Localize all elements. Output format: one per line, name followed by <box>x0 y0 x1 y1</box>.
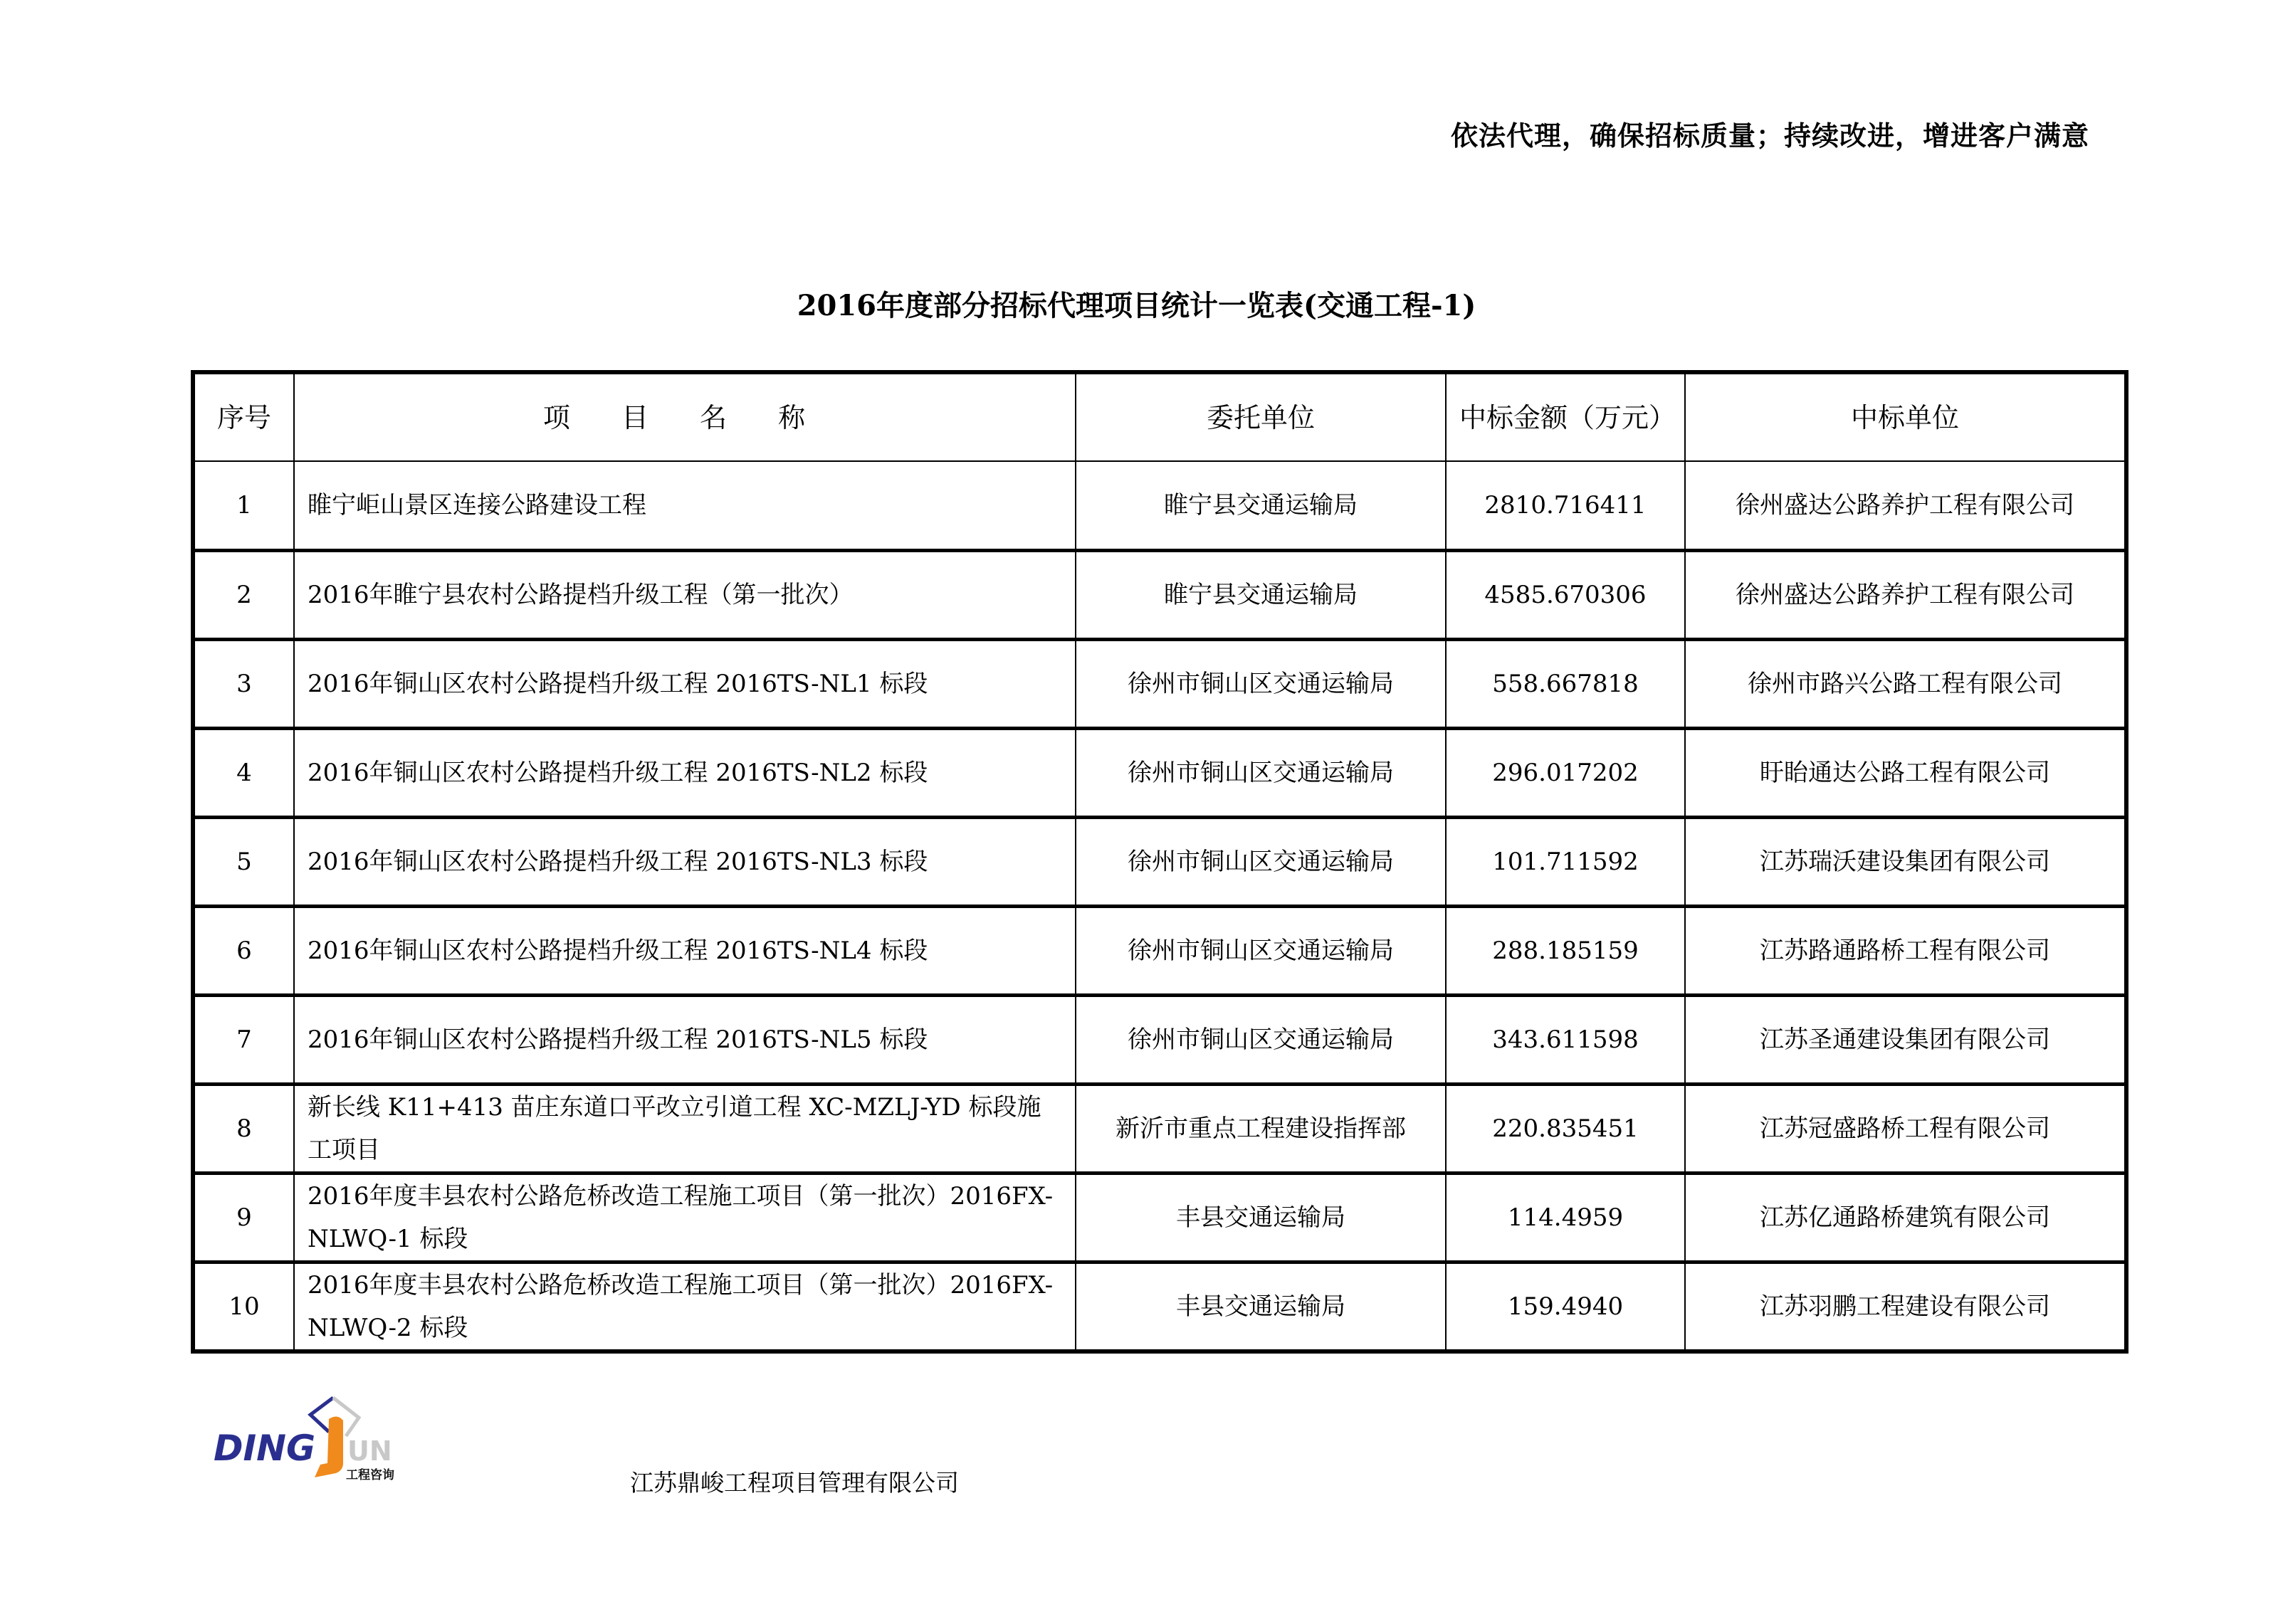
cell-winner: 徐州盛达公路养护工程有限公司 <box>1685 550 2126 639</box>
cell-amount: 343.611598 <box>1446 995 1685 1084</box>
table-row <box>193 461 2126 550</box>
cell-project-name: 2016年铜山区农村公路提档升级工程 2016TS-NL4 标段 <box>294 906 1076 995</box>
table-row <box>193 1084 2126 1173</box>
cell-winner: 江苏瑞沃建设集团有限公司 <box>1685 817 2126 906</box>
cell-client: 徐州市铜山区交通运输局 <box>1076 906 1446 995</box>
table-row <box>193 1262 2126 1351</box>
cell-project-name: 2016年铜山区农村公路提档升级工程 2016TS-NL1 标段 <box>294 639 1076 728</box>
cell-winner: 江苏圣通建设集团有限公司 <box>1685 995 2126 1084</box>
cell-winner: 盱眙通达公路工程有限公司 <box>1685 728 2126 817</box>
cell-client: 新沂市重点工程建设指挥部 <box>1076 1084 1446 1173</box>
table-row <box>193 906 2126 995</box>
table-row <box>193 995 2126 1084</box>
cell-winner: 江苏亿通路桥建筑有限公司 <box>1685 1173 2126 1262</box>
cell-winner: 江苏羽鹏工程建设有限公司 <box>1685 1262 2126 1351</box>
column-header-client: 委托单位 <box>1076 372 1446 461</box>
cell-no: 7 <box>193 995 294 1084</box>
cell-amount: 101.711592 <box>1446 817 1685 906</box>
table-row <box>193 728 2126 817</box>
cell-project-name: 2016年度丰县农村公路危桥改造工程施工项目（第一批次）2016FX-NLWQ-1 标段 <box>294 1173 1076 1262</box>
cell-amount: 220.835451 <box>1446 1084 1685 1173</box>
cell-amount: 558.667818 <box>1446 639 1685 728</box>
cell-winner: 江苏冠盛路桥工程有限公司 <box>1685 1084 2126 1173</box>
dingjun-logo-icon <box>206 1395 406 1502</box>
cell-client: 徐州市铜山区交通运输局 <box>1076 995 1446 1084</box>
footer-company-name: 江苏鼎峻工程项目管理有限公司 <box>630 1469 959 1497</box>
column-header-winner: 中标单位 <box>1685 372 2126 461</box>
cell-amount: 296.017202 <box>1446 728 1685 817</box>
column-header-project-name: 项 目 名 称 <box>294 372 1076 461</box>
cell-client: 睢宁县交通运输局 <box>1076 461 1446 550</box>
cell-client: 丰县交通运输局 <box>1076 1173 1446 1262</box>
cell-client: 徐州市铜山区交通运输局 <box>1076 639 1446 728</box>
cell-no: 3 <box>193 639 294 728</box>
logo-text-un: UN <box>347 1435 392 1467</box>
document-title: 2016年度部分招标代理项目统计一览表(交通工程-1) <box>797 289 1476 322</box>
cell-project-name: 2016年睢宁县农村公路提档升级工程（第一批次） <box>294 550 1076 639</box>
projects-table <box>191 370 2128 1354</box>
column-header-amount: 中标金额（万元） <box>1446 372 1685 461</box>
cell-no: 1 <box>193 461 294 550</box>
cell-no: 6 <box>193 906 294 995</box>
cell-no: 9 <box>193 1173 294 1262</box>
cell-client: 睢宁县交通运输局 <box>1076 550 1446 639</box>
table-row <box>193 639 2126 728</box>
cell-amount: 288.185159 <box>1446 906 1685 995</box>
cell-project-name: 2016年铜山区农村公路提档升级工程 2016TS-NL2 标段 <box>294 728 1076 817</box>
cell-no: 10 <box>193 1262 294 1351</box>
cell-amount: 2810.716411 <box>1446 461 1685 550</box>
header-slogan: 依法代理，确保招标质量；持续改进，增进客户满意 <box>1450 120 2089 152</box>
cell-no: 2 <box>193 550 294 639</box>
cell-client: 徐州市铜山区交通运输局 <box>1076 817 1446 906</box>
table-row <box>193 550 2126 639</box>
cell-amount: 159.4940 <box>1446 1262 1685 1351</box>
table-header-row <box>193 372 2126 461</box>
cell-project-name: 2016年铜山区农村公路提档升级工程 2016TS-NL5 标段 <box>294 995 1076 1084</box>
cell-project-name: 新长线 K11+413 苗庄东道口平改立引道工程 XC-MZLJ-YD 标段施工项目 <box>294 1084 1076 1173</box>
cell-winner: 江苏路通路桥工程有限公司 <box>1685 906 2126 995</box>
cell-winner: 徐州盛达公路养护工程有限公司 <box>1685 461 2126 550</box>
cell-winner: 徐州市路兴公路工程有限公司 <box>1685 639 2126 728</box>
cell-no: 8 <box>193 1084 294 1173</box>
table-row <box>193 817 2126 906</box>
logo-subtitle: 工程咨询 <box>346 1468 394 1482</box>
logo-text-ding: DING <box>214 1428 315 1469</box>
cell-no: 5 <box>193 817 294 906</box>
dingjun-logo <box>206 1395 406 1502</box>
cell-no: 4 <box>193 728 294 817</box>
cell-client: 丰县交通运输局 <box>1076 1262 1446 1351</box>
cell-amount: 114.4959 <box>1446 1173 1685 1262</box>
column-header-no: 序号 <box>193 372 294 461</box>
cell-client: 徐州市铜山区交通运输局 <box>1076 728 1446 817</box>
cell-project-name: 睢宁岠山景区连接公路建设工程 <box>294 461 1076 550</box>
cell-project-name: 2016年度丰县农村公路危桥改造工程施工项目（第一批次）2016FX-NLWQ-2 标段 <box>294 1262 1076 1351</box>
cell-project-name: 2016年铜山区农村公路提档升级工程 2016TS-NL3 标段 <box>294 817 1076 906</box>
table-row <box>193 1173 2126 1262</box>
cell-amount: 4585.670306 <box>1446 550 1685 639</box>
